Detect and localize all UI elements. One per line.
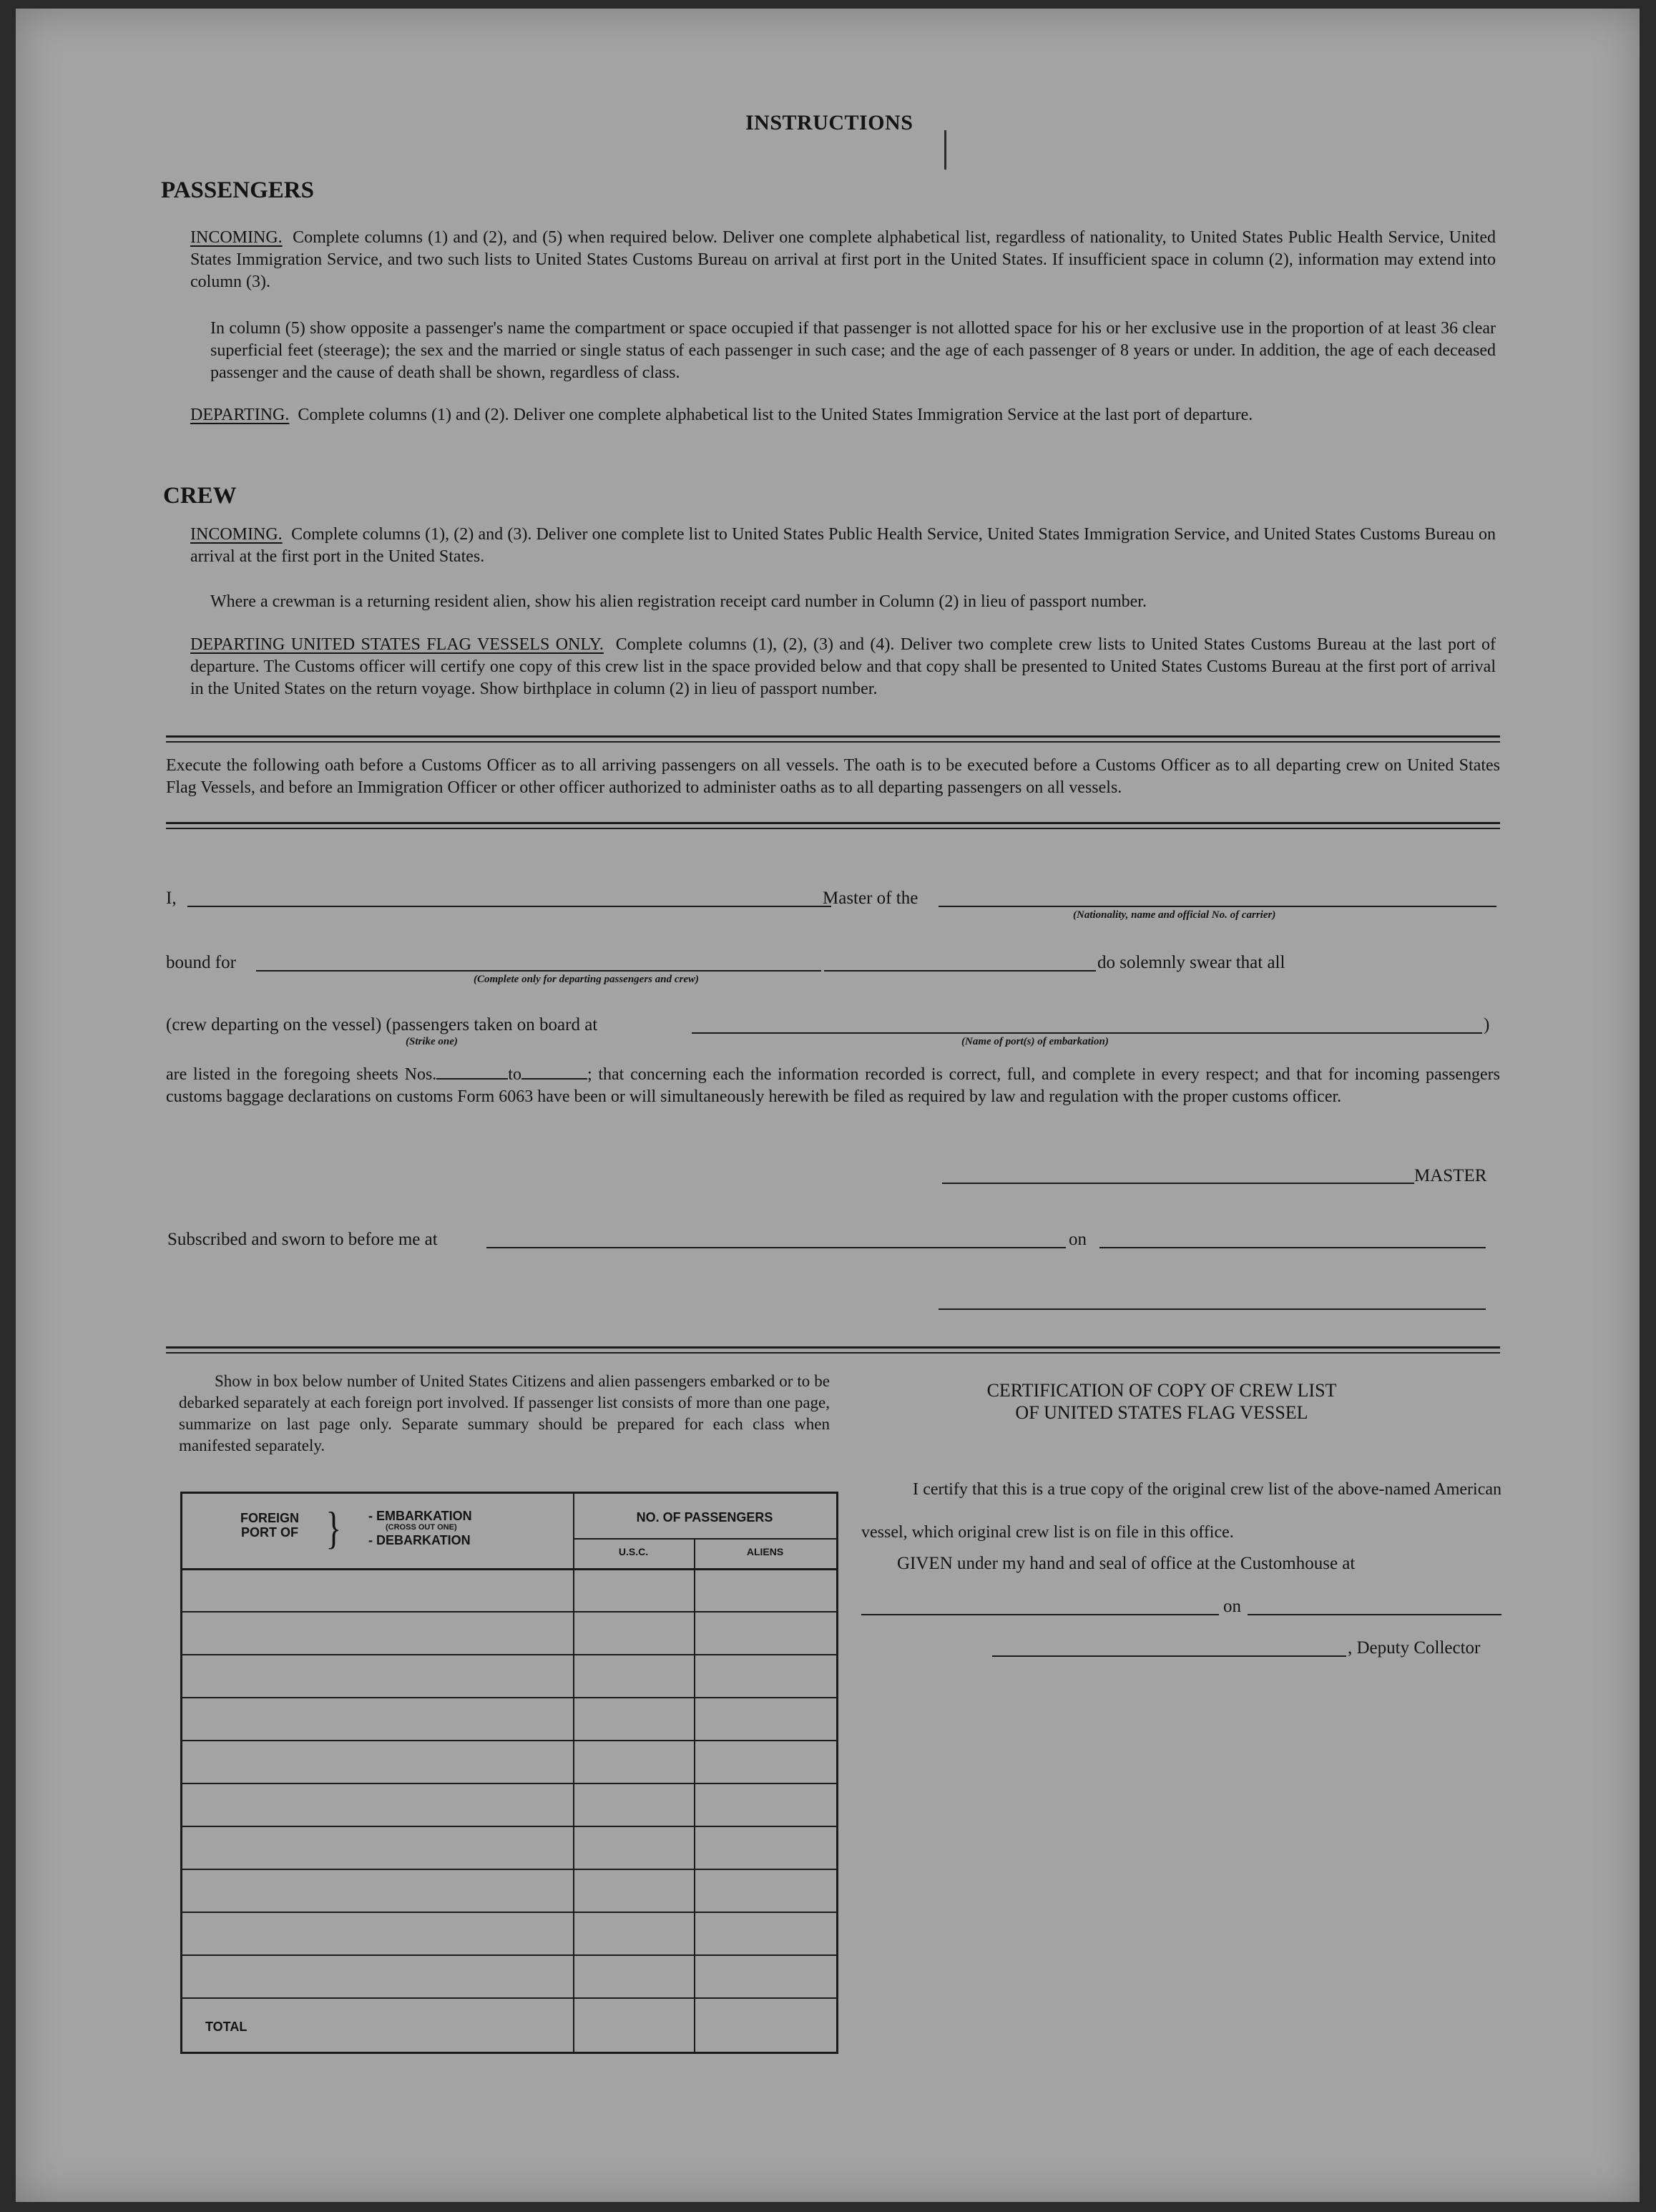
ports-caption: (Name of port(s) of embarkation) [961, 1036, 1109, 1047]
oath-intro: Execute the following oath before a Customs Officer as to all arriving passengers on all vessels. The oath is to be executed before a Customs Officer as to all departing crew on United States Flag Vessels, and before an Immigration Officer or other officer authorized to administer oaths as to all departing passengers on all vessels. [166, 756, 1500, 797]
sheet-to-field[interactable] [521, 1065, 587, 1080]
swear-text: do solemnly swear that all [1097, 953, 1285, 972]
master-name-field[interactable] [187, 906, 831, 907]
handwritten-mark [944, 130, 946, 170]
crew-departing-paragraph [190, 634, 1496, 700]
passengers-departing-text: Complete columns (1) and (2). Deliver one complete alphabetical list to the United States Immigration Service at the last port of departure. [298, 406, 1253, 424]
bound-for-field-2[interactable] [824, 970, 1096, 972]
deputy-signature-field[interactable] [992, 1655, 1346, 1657]
certification-title-line2: OF UNITED STATES FLAG VESSEL [1015, 1402, 1308, 1423]
passenger-summary-table [180, 1492, 838, 2054]
total-label: TOTAL [205, 2020, 248, 2034]
listed-prefix: are listed in the foregoing sheets Nos. [166, 1065, 437, 1084]
certification-title [854, 1379, 1469, 1424]
table-row-line [182, 1654, 836, 1655]
customhouse-field[interactable] [861, 1614, 1219, 1615]
header-brace: } [325, 1502, 342, 1553]
table-row-line [182, 1912, 836, 1913]
nationality-caption: (Nationality, name and official No. of carrier) [1073, 909, 1276, 921]
passengers-departing-paragraph [190, 404, 1496, 426]
crew-incoming-text: Complete columns (1), (2) and (3). Deliver one complete list to United States Public Health Service, United States Immigration Service, and United States Customs Bureau on arrival at the first port in the United States. [190, 525, 1496, 566]
passengers-departing-lead: DEPARTING. [190, 406, 290, 424]
section-divider-thin [166, 741, 1500, 743]
passengers-heading: PASSENGERS [161, 177, 314, 203]
table-row-line [182, 1826, 836, 1827]
sheet-from-field[interactable] [436, 1065, 508, 1080]
no-passengers-label: NO. OF PASSENGERS [636, 1510, 773, 1525]
passengers-incoming-text: Complete columns (1) and (2), and (5) when required below. Deliver one complete alphabetical list, regardless of nationality, to United States Public Health Service, United States Immigration Service, and two such lists to United States Customs Bureau on arrival at first port in the United States. If insufficient space in column (2), information may extend into column (3). [190, 228, 1496, 291]
master-of-label: Master of the [823, 889, 918, 908]
section-divider [166, 735, 1500, 738]
embarkation-label: - EMBARKATION [368, 1509, 472, 1523]
summary-instructions: Show in box below number of United States Citizens and alien passengers embarked or to be debarked separately at each foreign port involved. If passenger list consists of more than one page, summarize on last page only. Separate summary should be prepared for each class when manifested separately. [179, 1372, 830, 1454]
listed-paragraph [166, 1064, 1500, 1108]
aliens-label: ALIENS [746, 1546, 784, 1557]
oath-divider-thin [166, 828, 1500, 829]
certification-title-line1: CERTIFICATION OF COPY OF CREW LIST [986, 1380, 1337, 1401]
passengers-column5-paragraph: In column (5) show opposite a passenger's name the compartment or space occupied if that passenger is not allotted space for his or her exclusive use in the proportion of at least 36 clear superficial feet (steerage); the sex and the married or single status of each passenger in such case; and the age of each passenger of 8 years or under. In addition, the age of each deceased passenger and the cause of death shall be shown, regardless of class. [210, 319, 1496, 382]
ports-field[interactable] [692, 1032, 1482, 1034]
table-header-line [182, 1568, 836, 1570]
bound-for-label: bound for [166, 953, 236, 972]
table-row-line [182, 1869, 836, 1870]
crew-departing-lead: DEPARTING UNITED STATES FLAG VESSELS ONLY. [190, 635, 604, 654]
sworn-place-field[interactable] [486, 1247, 1066, 1248]
debarkation-label: - DEBARKATION [368, 1533, 471, 1547]
passengers-incoming-lead: INCOMING. [190, 228, 283, 247]
certify-text: I certify that this is a true copy of the original crew list of the above-named American vessel, which original crew list is on file in this office. [861, 1480, 1501, 1542]
oath-i-label: I, [166, 889, 177, 908]
table-row-line [182, 1997, 836, 1999]
oath-divider [166, 822, 1500, 824]
sworn-on-label: on [1069, 1230, 1087, 1249]
table-subheader-line [573, 1538, 836, 1540]
crew-alien-paragraph: Where a crewman is a returning resident alien, show his alien registration receipt card number in Column (2) in lieu of passport number. [210, 592, 1147, 611]
officer-signature-field[interactable] [939, 1308, 1486, 1310]
foreign-port-label: FOREIGN PORT OF [240, 1511, 299, 1540]
sworn-date-field[interactable] [1099, 1247, 1486, 1248]
crew-heading: CREW [163, 483, 237, 509]
listed-rest: ; that concerning each the information recorded is correct, full, and complete in every respect; and that for incoming passengers customs baggage declarations on customs Form 6063 have been or will simultaneously herewith be filed as required by law and regulation with the proper customs officer. [166, 1065, 1500, 1106]
ports-close-paren: ) [1484, 1015, 1490, 1034]
complete-only-caption: (Complete only for departing passengers and crew) [474, 974, 699, 985]
table-row-line [182, 1611, 836, 1612]
table-row-line [182, 1740, 836, 1741]
crew-incoming-paragraph [190, 524, 1496, 568]
cross-out-label: (CROSS OUT ONE) [386, 1523, 457, 1532]
crew-incoming-lead: INCOMING. [190, 525, 283, 544]
subscribed-label: Subscribed and sworn to before me at [167, 1230, 438, 1249]
passengers-incoming-paragraph [190, 227, 1496, 293]
table-row-line [182, 1783, 836, 1784]
table-row-line [182, 1697, 836, 1698]
crew-departing-text: Complete columns (1), (2), (3) and (4). Deliver two complete crew lists to United States Customs Bureau at the last port of departure. The Customs officer will certify one copy of this crew list in the space provided below and that copy shall be presented to United States Customs Bureau at the first port of arrival in the United States on the return voyage. Show birthplace in column (2) in lieu of passport number. [190, 635, 1496, 698]
given-text: GIVEN under my hand and seal of office at the Customhouse at [897, 1554, 1356, 1573]
deputy-collector-label: , Deputy Collector [1348, 1638, 1481, 1658]
listed-to: to [508, 1065, 521, 1084]
bound-for-field[interactable] [256, 970, 821, 972]
summary-divider [166, 1346, 1500, 1349]
usc-label: U.S.C. [618, 1546, 649, 1557]
table-divider-port [573, 1494, 574, 2052]
carrier-field[interactable] [939, 906, 1496, 907]
table-divider-usc [694, 1538, 695, 2052]
form-page [16, 9, 1640, 2202]
table-row-line [182, 1954, 836, 1956]
strike-one-caption: (Strike one) [406, 1036, 458, 1047]
crew-departing-text: (crew departing on the vessel) (passengers taken on board at [166, 1015, 598, 1034]
master-label: MASTER [1414, 1166, 1487, 1185]
cert-date-field[interactable] [1248, 1614, 1501, 1615]
cert-on-label: on [1223, 1597, 1241, 1616]
summary-divider-thin [166, 1352, 1500, 1354]
instructions-title: INSTRUCTIONS [745, 111, 913, 134]
master-signature-field[interactable] [942, 1183, 1414, 1184]
